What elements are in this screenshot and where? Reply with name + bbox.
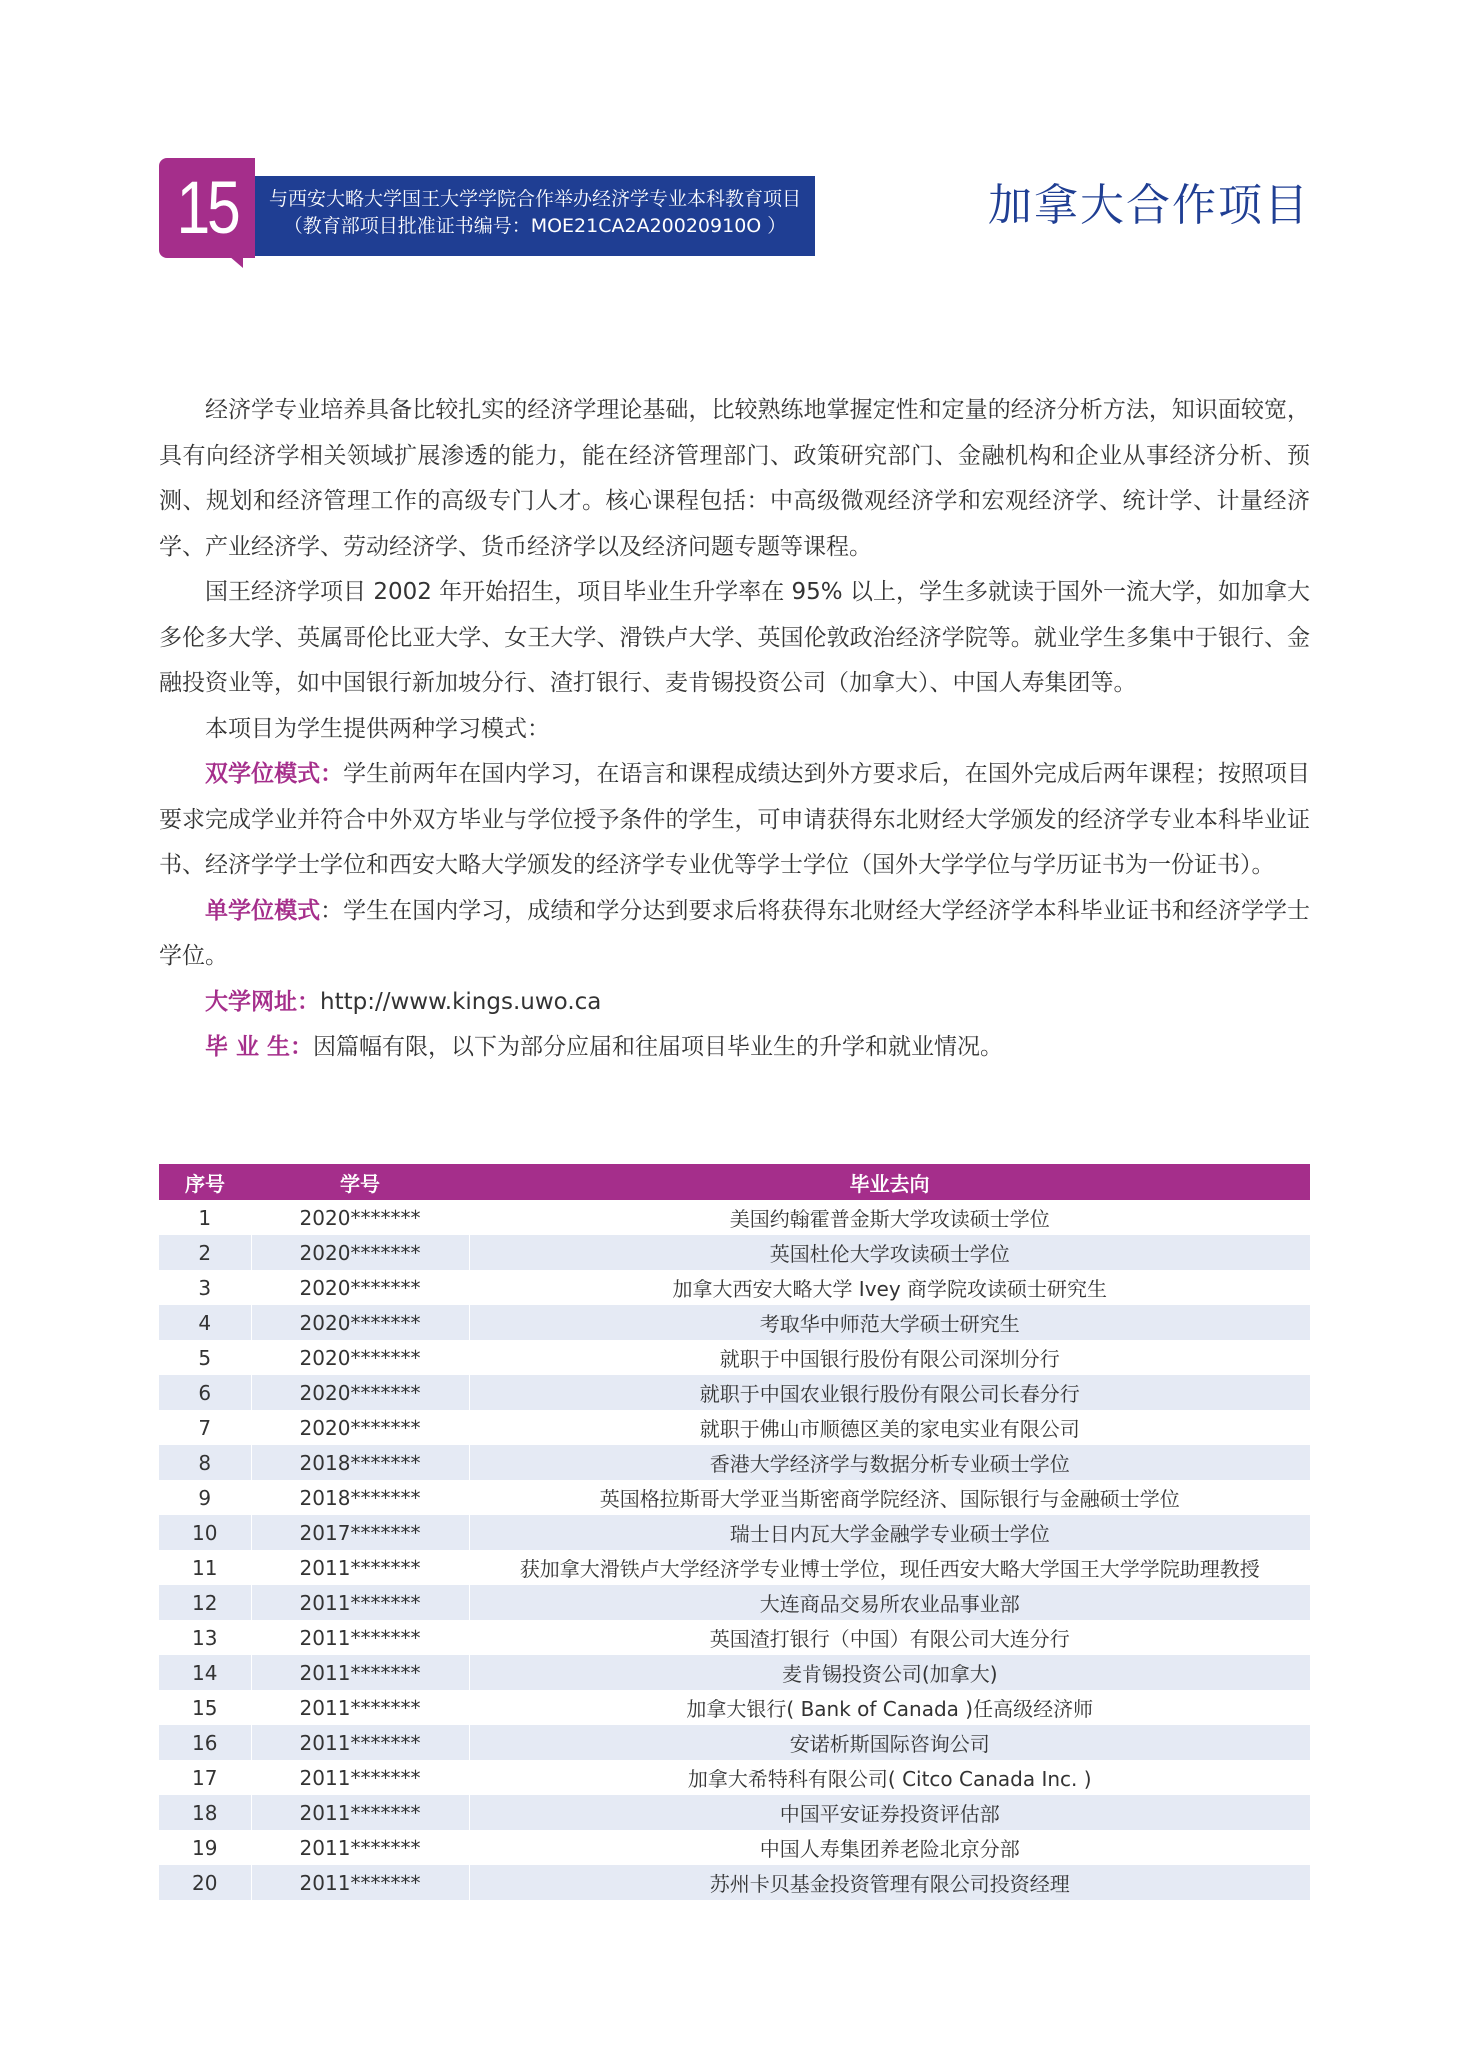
- badge-tail-icon: [229, 256, 243, 268]
- cell-index: 17: [192, 1765, 218, 1790]
- cell-destination: 加拿大希特科有限公司( Citco Canada Inc. ): [469, 1760, 1310, 1795]
- intro-paragraph: 经济学专业培养具备比较扎实的经济学理论基础，比较熟练地掌握定性和定量的经济分析方法，知识面较宽，具有向经济学相关领域扩展渗透的能力，能在经济管理部门、政策研究部门、金融机构和企业从事经济分析、预测、规划和经济管理工作的高级专门人才。核心课程包括：中高级微观经济学和宏观经济学、统计学、计量经济学、产业经济学、劳动经济学、货币经济学以及经济问题专题等课程。: [159, 397, 1310, 560]
- header-destination: 毕业去向: [469, 1164, 1310, 1200]
- table-row: [159, 1235, 1310, 1270]
- cell-student-id: 2011*******: [251, 1690, 469, 1725]
- table-row: [159, 1375, 1310, 1410]
- graduates-text: 因篇幅有限，以下为部分应届和往届项目毕业生的升学和就业情况。: [313, 1034, 1004, 1060]
- cell-index: 1: [198, 1205, 212, 1230]
- cell-index: 18: [159, 1795, 251, 1830]
- website-line: [159, 980, 1310, 1026]
- website-link[interactable]: http://www.kings.uwo.ca: [320, 988, 602, 1015]
- page-header: [159, 158, 1310, 268]
- table-header-row: [159, 1164, 1310, 1200]
- cell-student-id: 2011*******: [251, 1865, 469, 1900]
- modes-intro: 本项目为学生提供两种学习模式：: [205, 715, 550, 742]
- cell-index: 11: [192, 1555, 218, 1580]
- table-body: [159, 1200, 1310, 1900]
- project-certificate: （教育部项目批准证书编号：MOE21CA2A20020910O ）: [283, 215, 787, 237]
- table-row: [159, 1585, 1310, 1620]
- header-index: 序号: [159, 1164, 251, 1200]
- dual-degree-text: 学生前两年在国内学习，在语言和课程成绩达到外方要求后，在国外完成后两年课程；按照项目要求完成学业并符合中外双方毕业与学位授予条件的学生，可申请获得东北财经大学颁发的经济学专业本科毕业证书、经济学学士学位和西安大略大学颁发的经济学专业优等学士学位（国外大学学位与学历证书为一份证书）。: [159, 761, 1311, 878]
- cell-index: 16: [159, 1725, 251, 1760]
- table-row: [159, 1865, 1310, 1900]
- single-degree-text: ：学生在国内学习，成绩和学分达到要求后将获得东北财经大学经济学本科毕业证书和经济学学士学位。: [159, 897, 1311, 969]
- dual-degree-label: 双学位模式：: [205, 761, 344, 787]
- table-row: [159, 1270, 1310, 1305]
- table-row: [159, 1200, 1310, 1235]
- cell-index: 4: [159, 1305, 251, 1340]
- cell-index: 9: [198, 1485, 212, 1510]
- cell-student-id: 2011*******: [251, 1760, 469, 1795]
- table-row: [159, 1340, 1310, 1375]
- cell-index: 10: [159, 1515, 251, 1550]
- cell-index: 19: [192, 1835, 218, 1860]
- table-row: [159, 1305, 1310, 1340]
- table-row: [159, 1515, 1310, 1550]
- cell-index: 2: [159, 1235, 251, 1270]
- table-row: [159, 1830, 1310, 1865]
- cell-destination: 加拿大银行( Bank of Canada )任高级经济师: [469, 1690, 1310, 1725]
- cell-student-id: 2011*******: [251, 1795, 469, 1830]
- cell-destination: 就职于中国银行股份有限公司深圳分行: [469, 1340, 1310, 1375]
- table-row: [159, 1445, 1310, 1480]
- cell-destination: 英国格拉斯哥大学亚当斯密商学院经济、国际银行与金融硕士学位: [469, 1480, 1310, 1515]
- cell-destination: 中国人寿集团养老险北京分部: [469, 1830, 1310, 1865]
- cell-student-id: 2020*******: [251, 1375, 469, 1410]
- cell-student-id: 2020*******: [251, 1340, 469, 1375]
- table-row: [159, 1760, 1310, 1795]
- cell-student-id: 2020*******: [251, 1235, 469, 1270]
- cell-destination: 中国平安证券投资评估部: [469, 1795, 1310, 1830]
- cell-student-id: 2018*******: [251, 1480, 469, 1515]
- cell-destination: 苏州卡贝基金投资管理有限公司投资经理: [469, 1865, 1310, 1900]
- cell-index: 12: [159, 1585, 251, 1620]
- cell-destination: 美国约翰霍普金斯大学攻读硕士学位: [469, 1200, 1310, 1235]
- table-row: [159, 1690, 1310, 1725]
- graduates-table-container: [159, 1164, 1310, 1900]
- table-row: [159, 1410, 1310, 1445]
- cell-destination: 加拿大西安大略大学 Ivey 商学院攻读硕士研究生: [469, 1270, 1310, 1305]
- cell-student-id: 2020*******: [251, 1305, 469, 1340]
- header-student-id: 学号: [251, 1164, 469, 1200]
- single-degree-label: 单学位模式: [205, 897, 321, 924]
- section-number: 15: [176, 166, 238, 249]
- graduates-line: [159, 1025, 1310, 1071]
- dual-degree-paragraph: [159, 752, 1310, 889]
- cell-student-id: 2011*******: [251, 1620, 469, 1655]
- cell-index: 5: [198, 1345, 212, 1370]
- table-row: [159, 1480, 1310, 1515]
- graduates-table: [159, 1164, 1310, 1900]
- cell-destination: 香港大学经济学与数据分析专业硕士学位: [469, 1445, 1310, 1480]
- cell-destination: 大连商品交易所农业品事业部: [469, 1585, 1310, 1620]
- section-title: 加拿大合作项目: [988, 180, 1310, 231]
- cell-destination: 安诺析斯国际咨询公司: [469, 1725, 1310, 1760]
- cell-destination: 麦肯锡投资公司(加拿大): [469, 1655, 1310, 1690]
- cell-student-id: 2011*******: [251, 1655, 469, 1690]
- cell-destination: 考取华中师范大学硕士研究生: [469, 1305, 1310, 1340]
- cell-student-id: 2011*******: [251, 1550, 469, 1585]
- cell-destination: 就职于中国农业银行股份有限公司长春分行: [469, 1375, 1310, 1410]
- project-name: 与西安大略大学国王大学学院合作举办经济学专业本科教育项目: [268, 188, 801, 210]
- cell-index: 3: [198, 1275, 212, 1300]
- table-row: [159, 1655, 1310, 1690]
- table-row: [159, 1620, 1310, 1655]
- outcomes-paragraph: 国王经济学项目 2002 年开始招生，项目毕业生升学率在 95% 以上，学生多就读于国外一流大学，如加拿大多伦多大学、英属哥伦比亚大学、女王大学、滑铁卢大学、英国伦敦政治经济学院等。就业学生多集中于银行、金融投资业等，如中国银行新加坡分行、渣打银行、麦肯锡投资公司（加拿大）、中国人寿集团等。: [159, 579, 1310, 696]
- cell-index: 20: [159, 1865, 251, 1900]
- website-label: 大学网址：: [205, 988, 320, 1015]
- cell-student-id: 2011*******: [251, 1725, 469, 1760]
- cell-student-id: 2020*******: [251, 1200, 469, 1235]
- cell-student-id: 2020*******: [251, 1410, 469, 1445]
- cell-index: 6: [159, 1375, 251, 1410]
- cell-student-id: 2011*******: [251, 1585, 469, 1620]
- cell-index: 15: [192, 1695, 218, 1720]
- cell-destination: 英国杜伦大学攻读硕士学位: [469, 1235, 1310, 1270]
- table-row: [159, 1550, 1310, 1585]
- cell-student-id: 2017*******: [251, 1515, 469, 1550]
- cell-index: 14: [159, 1655, 251, 1690]
- table-row: [159, 1725, 1310, 1760]
- graduates-label: 毕 业 生：: [205, 1034, 314, 1060]
- cell-index: 8: [159, 1445, 251, 1480]
- cell-student-id: 2011*******: [251, 1830, 469, 1865]
- cell-destination: 获加拿大滑铁卢大学经济学专业博士学位，现任西安大略大学国王大学学院助理教授: [469, 1550, 1310, 1585]
- cell-destination: 就职于佛山市顺德区美的家电实业有限公司: [469, 1410, 1310, 1445]
- cell-destination: 英国渣打银行（中国）有限公司大连分行: [469, 1620, 1310, 1655]
- cell-index: 7: [198, 1415, 212, 1440]
- program-description: [159, 388, 1310, 1071]
- section-number-badge: [159, 158, 255, 258]
- cell-index: 13: [192, 1625, 218, 1650]
- cell-student-id: 2020*******: [251, 1270, 469, 1305]
- cell-student-id: 2018*******: [251, 1445, 469, 1480]
- table-row: [159, 1795, 1310, 1830]
- single-degree-paragraph: [159, 889, 1310, 980]
- cell-destination: 瑞士日内瓦大学金融学专业硕士学位: [469, 1515, 1310, 1550]
- project-banner: [255, 176, 815, 256]
